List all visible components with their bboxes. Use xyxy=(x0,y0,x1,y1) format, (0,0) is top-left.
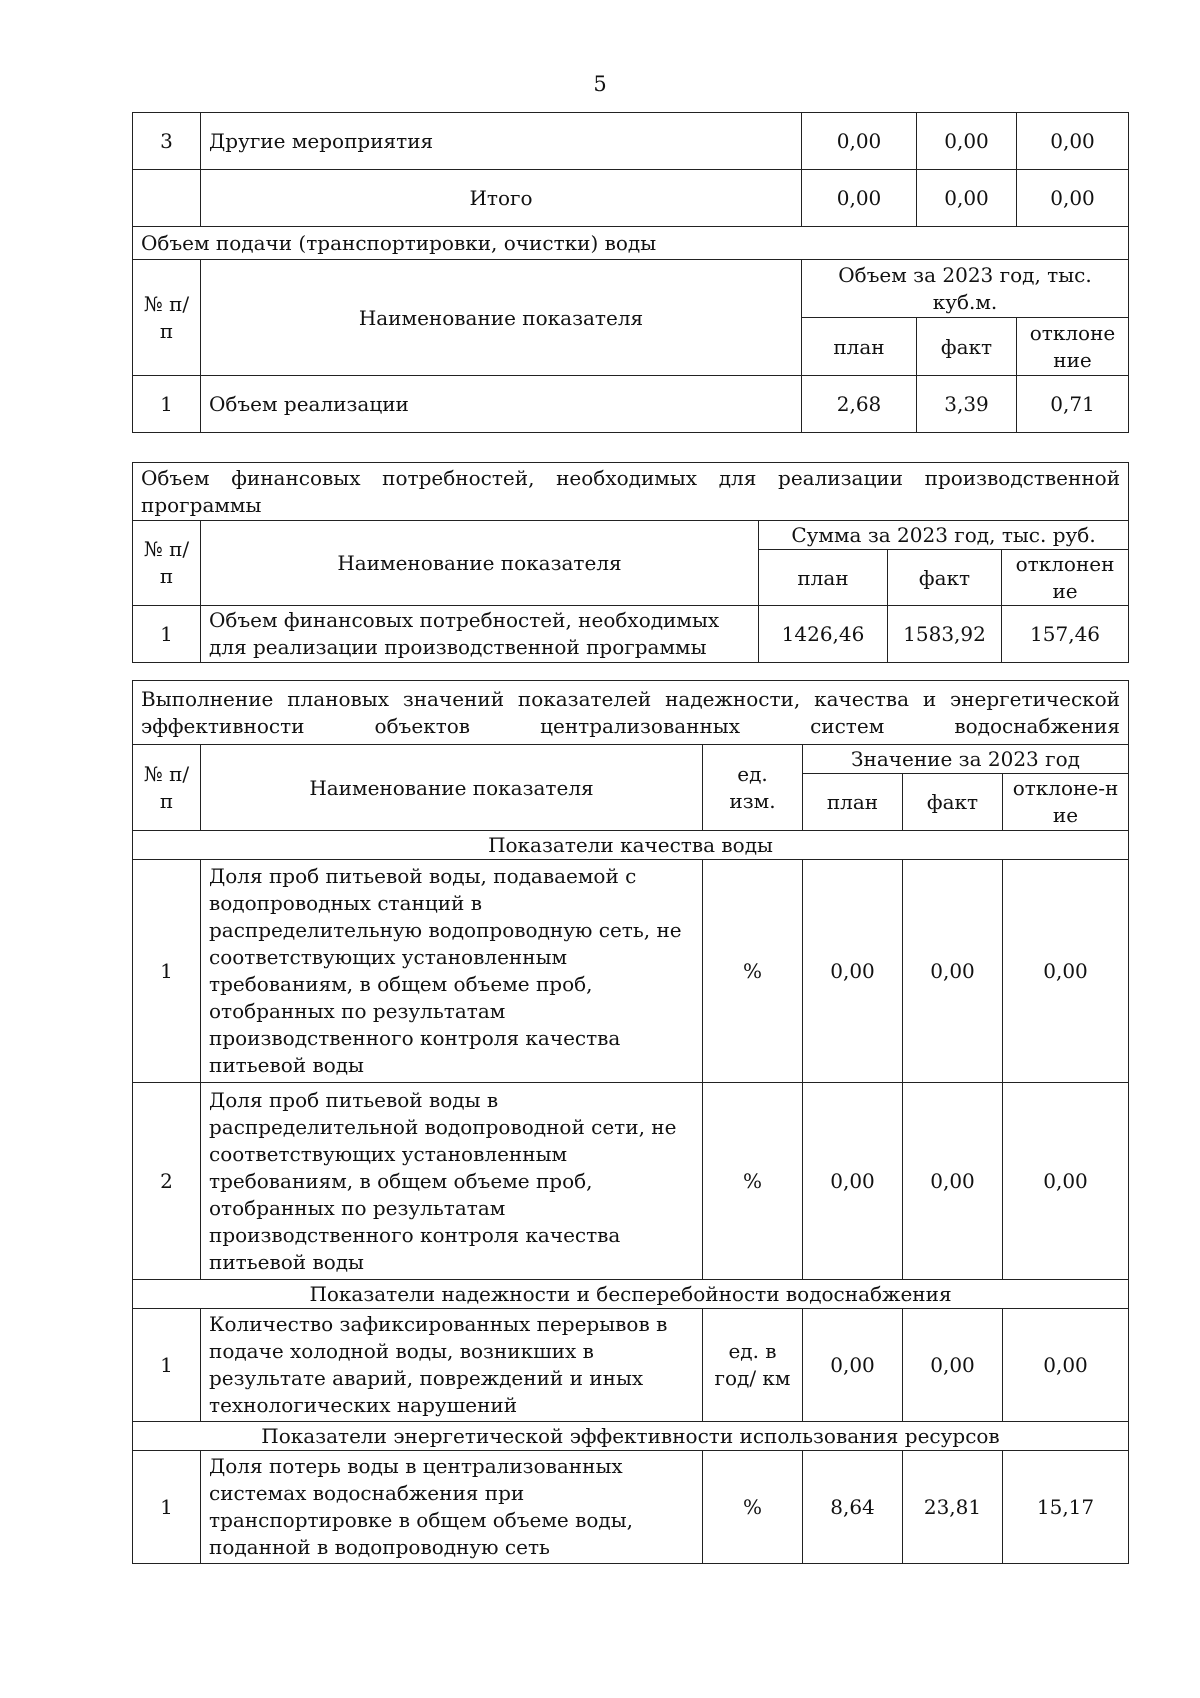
unit-value: ед. в год/ км xyxy=(703,1309,803,1422)
plan-value: 0,00 xyxy=(803,860,903,1083)
fact-value: 3,39 xyxy=(917,376,1017,433)
plan-value: 8,64 xyxy=(803,1451,903,1564)
table-row xyxy=(133,1083,1129,1280)
financial-table xyxy=(132,462,1129,663)
column-header-name: Наименование показателя xyxy=(201,745,703,831)
table-row xyxy=(133,606,1129,663)
indicator-name: Объем реализации xyxy=(201,376,802,433)
row-number: 2 xyxy=(133,1083,201,1280)
fact-value: 0,00 xyxy=(917,113,1017,170)
column-header-group: Значение за 2023 год xyxy=(803,745,1129,774)
plan-value: 1426,46 xyxy=(759,606,888,663)
plan-value: 0,00 xyxy=(802,170,917,227)
column-header-plan: план xyxy=(802,318,917,376)
table-row xyxy=(133,1451,1129,1564)
column-header-group: Сумма за 2023 год, тыс. руб. xyxy=(759,521,1129,550)
deviation-value: 0,00 xyxy=(1003,1083,1129,1280)
deviation-value: 0,00 xyxy=(1017,113,1129,170)
section-title: Выполнение плановых значений показателей надежности, качества и энергетической эффективности объектов централизованных систем водоснабжения xyxy=(133,681,1129,745)
indicators-table xyxy=(132,680,1129,1564)
column-header-deviation: отклоне-ние xyxy=(1003,774,1129,831)
column-header-fact: факт xyxy=(903,774,1003,831)
column-header-plan: план xyxy=(803,774,903,831)
column-header-fact: факт xyxy=(888,550,1002,606)
row-number: 1 xyxy=(133,376,201,433)
table-row xyxy=(133,113,1129,170)
indicator-name: Другие мероприятия xyxy=(201,113,802,170)
deviation-value: 15,17 xyxy=(1003,1451,1129,1564)
column-header-deviation: отклонение xyxy=(1017,318,1129,376)
unit-value: % xyxy=(703,1083,803,1280)
fact-value: 0,00 xyxy=(903,860,1003,1083)
row-number: 1 xyxy=(133,1451,201,1564)
deviation-value: 0,00 xyxy=(1003,860,1129,1083)
indicator-name: Количество зафиксированных перерывов в подаче холодной воды, возникших в результате аварий, повреждений и иных технологических нарушений xyxy=(201,1309,703,1422)
deviation-value: 0,00 xyxy=(1017,170,1129,227)
unit-value: % xyxy=(703,860,803,1083)
section-title: Объем финансовых потребностей, необходимых для реализации производственной программы xyxy=(133,463,1129,521)
fact-value: 0,00 xyxy=(903,1083,1003,1280)
group-title: Показатели качества воды xyxy=(133,831,1129,860)
deviation-value: 157,46 xyxy=(1002,606,1129,663)
indicator-name: Доля проб питьевой воды, подаваемой с водопроводных станций в распределительную водопроводную сеть, не соответствующих установленным требованиям, в общем объеме проб, отобранных по результатам производственного контроля качества питьевой воды xyxy=(201,860,703,1083)
plan-value: 0,00 xyxy=(802,113,917,170)
group-title: Показатели энергетической эффективности использования ресурсов xyxy=(133,1422,1129,1451)
total-label: Итого xyxy=(201,170,802,227)
plan-value: 0,00 xyxy=(803,1309,903,1422)
plan-value: 2,68 xyxy=(802,376,917,433)
row-number: 1 xyxy=(133,860,201,1083)
column-header-deviation: отклонение xyxy=(1002,550,1129,606)
column-header-number: № п/п xyxy=(133,521,201,606)
column-header-fact: факт xyxy=(917,318,1017,376)
column-header-number: № п/п xyxy=(133,260,201,376)
deviation-value: 0,00 xyxy=(1003,1309,1129,1422)
fact-value: 1583,92 xyxy=(888,606,1002,663)
column-header-number: № п/п xyxy=(133,745,201,831)
indicator-name: Объем финансовых потребностей, необходимых для реализации производственной программы xyxy=(201,606,759,663)
volume-table xyxy=(132,112,1129,433)
fact-value: 0,00 xyxy=(903,1309,1003,1422)
fact-value: 0,00 xyxy=(917,170,1017,227)
fact-value: 23,81 xyxy=(903,1451,1003,1564)
plan-value: 0,00 xyxy=(803,1083,903,1280)
total-row xyxy=(133,170,1129,227)
table-row xyxy=(133,860,1129,1083)
group-title: Показатели надежности и бесперебойности водоснабжения xyxy=(133,1280,1129,1309)
table-row xyxy=(133,376,1129,433)
deviation-value: 0,71 xyxy=(1017,376,1129,433)
column-header-name: Наименование показателя xyxy=(201,521,759,606)
column-header-unit: ед. изм. xyxy=(703,745,803,831)
column-header-name: Наименование показателя xyxy=(201,260,802,376)
section-title: Объем подачи (транспортировки, очистки) воды xyxy=(133,227,1129,260)
table-row xyxy=(133,1309,1129,1422)
page-number: 5 xyxy=(593,72,607,96)
row-number: 1 xyxy=(133,606,201,663)
column-header-group: Объем за 2023 год, тыс. куб.м. xyxy=(802,260,1129,318)
row-number: 1 xyxy=(133,1309,201,1422)
row-number: 3 xyxy=(133,113,201,170)
column-header-plan: план xyxy=(759,550,888,606)
indicator-name: Доля проб питьевой воды в распределительной водопроводной сети, не соответствующих установленным требованиям, в общем объеме проб, отобранных по результатам производственного контроля качества питьевой воды xyxy=(201,1083,703,1280)
indicator-name: Доля потерь воды в централизованных системах водоснабжения при транспортировке в общем объеме воды, поданной в водопроводную сеть xyxy=(201,1451,703,1564)
unit-value: % xyxy=(703,1451,803,1564)
